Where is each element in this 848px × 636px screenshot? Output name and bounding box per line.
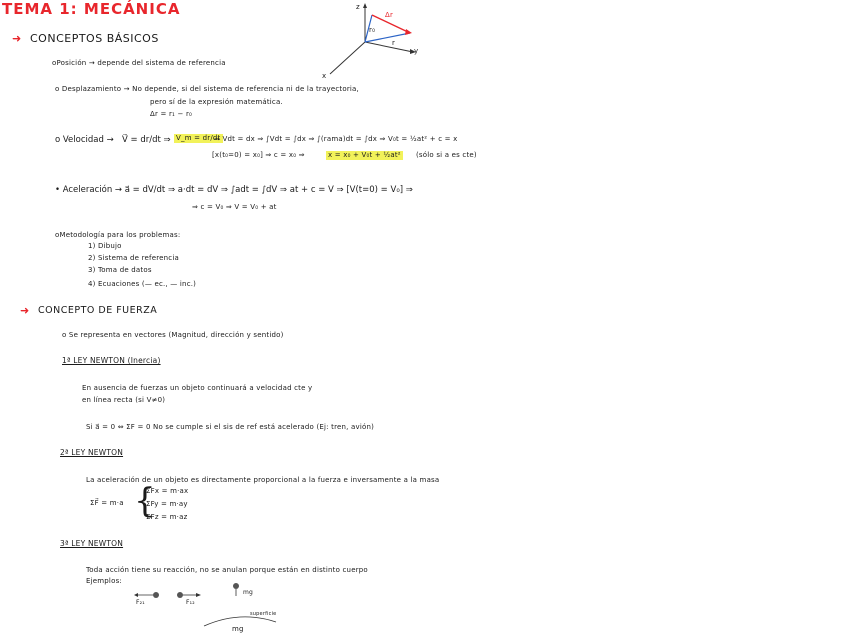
page-title: TEMA 1: MECÁNICA [2,0,181,18]
law3-examples: Ejemplos: [86,577,122,585]
law1-line3: Si a⃗ = 0 ⇔ ΣF = 0 No se cumple si el sis de ref está acelerado (Ej: tren, avión) [86,423,375,431]
law2-eq-z: ΣFz = m·az [146,513,188,521]
law2-heading: 2ª LEY NEWTON [60,448,124,457]
y-axis-label: y [414,47,419,55]
aceleracion-result: ⇒ c = V₀ ⇒ V = V₀ + at [192,203,277,211]
velocidad-definition: V⃗ = dr/dt ⇒ [122,135,171,145]
step-3: 3) Toma de datos [88,266,152,274]
r0-label: r₀ [369,26,376,34]
z-axis-label: z [356,3,360,11]
desplazamiento-line2: pero sí de la expresión matemática. [150,98,283,106]
arrow-icon: ➜ [12,32,22,45]
bullet-velocidad: o Velocidad → [55,135,114,145]
desplazamiento-formula: Δr = r₁ − r₀ [150,110,193,118]
delta-r-label: Δr [385,11,394,19]
bullet-vectores: o Se representa en vectores (Magnitud, dirección y sentido) [62,331,284,339]
step-2: 2) Sistema de referencia [88,254,179,262]
vector-diagram [320,0,430,82]
law3-line1: Toda acción tiene su reacción, no se anulan porque están en distinto cuerpo [86,566,368,574]
r-label: r [392,39,396,47]
law2-eq-x: ΣFx = m·ax [146,487,189,495]
surface-label: superficie [250,611,277,617]
law3-heading: 3ª LEY NEWTON [60,539,124,548]
section-heading-conceptos: CONCEPTOS BÁSICOS [30,32,159,45]
force-f12-label: F₁₂ [186,599,195,606]
law2-line1: La aceleración de un objeto es directamente proporcional a la fuerza e inversamente a la masa [86,476,440,484]
force-f21-label: F₂₁ [136,599,145,606]
bullet-desplazamiento: o Desplazamiento → No depende, si del sistema de referencia ni de la trayectoria, [55,85,359,93]
brace-icon: { [134,481,156,521]
section-heading-fuerza: CONCEPTO DE FUERZA [38,305,158,316]
position-equation-highlight: x = x₀ + V₀t + ½at² [328,151,401,159]
step-1: 1) Dibujo [88,242,122,250]
velocidad-integral: ⇒ Vdt = dx ⇒ ∫Vdt = ∫dx ⇒ ∫(rama)dt = ∫dx ⇒ V₀t = ½at² + c = x [214,135,458,143]
law1-line2: en línea recta (si V≠0) [82,396,166,404]
velocidad-initial-condition: [x(t₀=0) = x₀] ⇒ c = x₀ ⇒ [212,151,305,159]
law2-sum: ΣF⃗ = m·a [90,499,124,507]
forces-example-sketch [130,582,290,636]
x-axis-label: x [322,72,327,80]
bullet-posicion: oPosición → depende del sistema de referencia [52,59,226,67]
step-4: 4) Ecuaciones (— ec., — inc.) [88,280,197,288]
law2-eq-y: ΣFy = m·ay [146,500,188,508]
arrow-icon: ➜ [20,304,30,317]
bullet-metodologia: oMetodología para los problemas: [55,231,181,239]
law1-line1: En ausencia de fuerzas un objeto continuará a velocidad cte y [82,384,313,392]
law1-heading: 1ª LEY NEWTON (Inercia) [62,356,161,365]
bullet-aceleracion: • Aceleración → a⃗ = dV/dt ⇒ a·dt = dV ⇒ ∫adt = ∫dV ⇒ at + c = V ⇒ [V(t=0) = V₀] ⇒ [55,185,413,195]
position-equation-note: (sólo si a es cte) [416,151,477,159]
velocidad-media-highlight: V_m = dr/dt [176,134,221,142]
weight-bottom-label: mg [232,625,244,633]
weight-label: mg [243,589,254,596]
